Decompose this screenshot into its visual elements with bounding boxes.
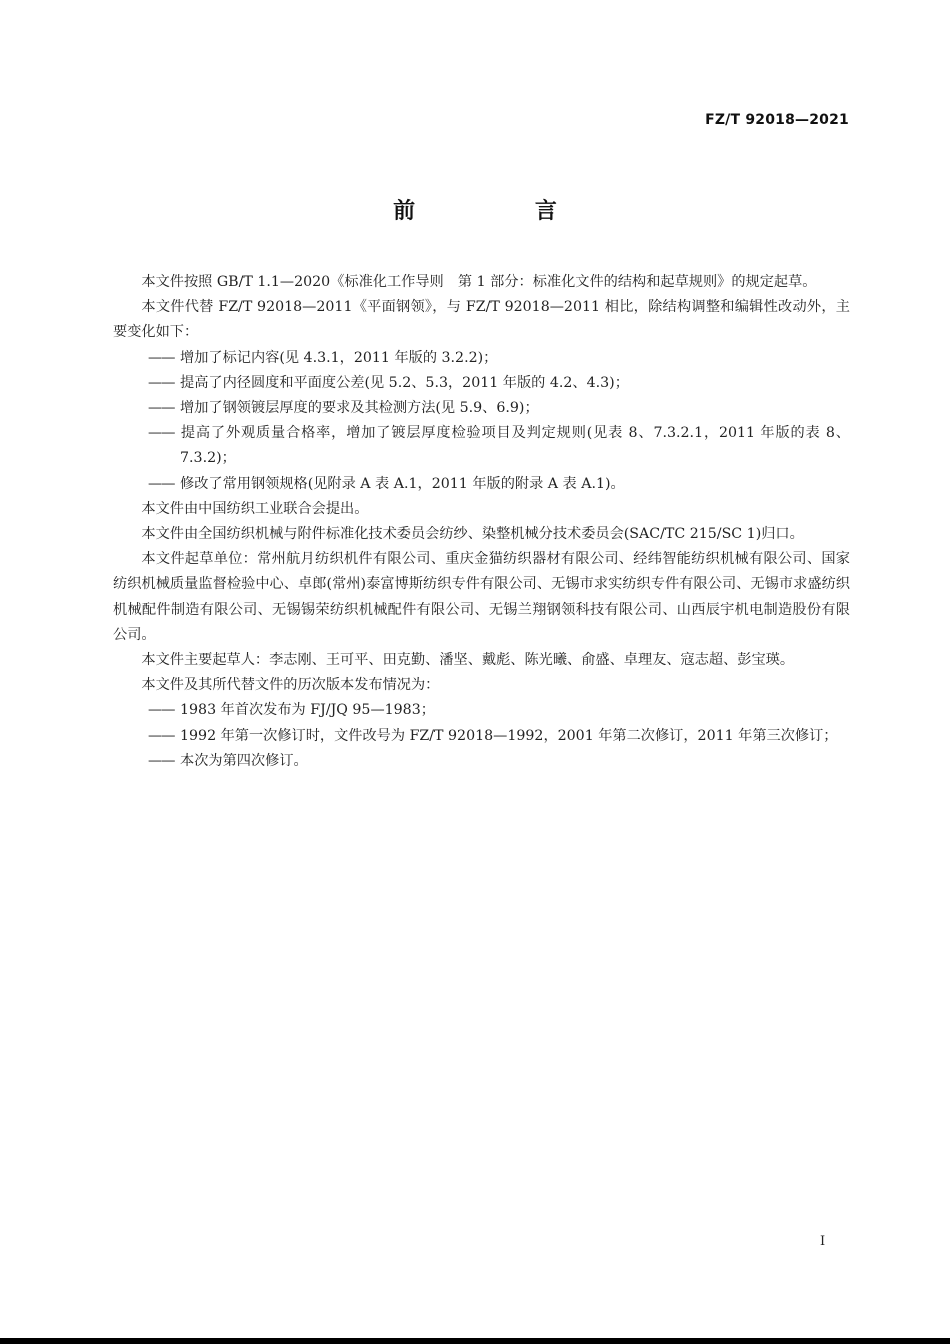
dash-marker: —— xyxy=(148,752,175,769)
change-item xyxy=(113,421,850,471)
paragraph-drafters: 本文件主要起草人：李志刚、王可平、田克勤、潘坚、戴彪、陈光曦、俞盛、卓理友、寇志超、彭宝瑛。 xyxy=(141,652,795,669)
change-item xyxy=(113,396,850,421)
foreword-body xyxy=(113,270,850,774)
change-item-text: 修改了常用钢领规格(见附录 A 表 A.1，2011 年版的附录 A 表 A.1)。 xyxy=(180,475,625,492)
change-item-text: 提高了内径圆度和平面度公差(见 5.2、5.3，2011 年版的 4.2、4.3)； xyxy=(180,374,629,391)
history-item xyxy=(113,698,850,723)
change-item-text: 提高了外观质量合格率，增加了镀层厚度检验项目及判定规则(见表 8、7.3.2.1，2011 年版的表 8、7.3.2)； xyxy=(180,425,850,467)
change-item xyxy=(113,371,850,396)
history-item xyxy=(113,749,850,774)
paragraph-drafting-units: 本文件起草单位：常州航月纺织机件有限公司、重庆金猫纺织器材有限公司、经纬智能纺织机械有限公司、国家纺织机械质量监督检验中心、卓郎(常州)泰富博斯纺织专件有限公司、无锡市求实纺织专件有限公司、无锡市求盛纺织机械配件制造有限公司、无锡锡荣纺织机械配件有限公司、无锡兰翔钢领科技有限公司、山西辰宇机电制造股份有限公司。 xyxy=(113,551,850,643)
dash-marker: —— xyxy=(148,425,175,442)
change-item xyxy=(113,472,850,497)
paragraph-drafting-rules: 本文件按照 GB/T 1.1—2020《标准化工作导则 第 1 部分：标准化文件的结构和起草规则》的规定起草。 xyxy=(141,274,817,290)
dash-marker: —— xyxy=(148,702,175,719)
paragraph-history-intro: 本文件及其所代替文件的历次版本发布情况为： xyxy=(141,677,440,694)
change-item xyxy=(113,346,850,371)
dash-marker: —— xyxy=(148,349,175,366)
paragraph-replacement: 本文件代替 FZ/T 92018—2011《平面钢领》，与 FZ/T 92018—2011 相比，除结构调整和编辑性改动外，主要变化如下： xyxy=(113,299,850,341)
history-item-text: 1992 年第一次修订时，文件改号为 FZ/T 92018—1992，2001 年第二次修订，2011 年第三次修订； xyxy=(180,727,838,744)
history-item-text: 本次为第四次修订。 xyxy=(180,752,308,769)
standard-code: FZ/T 92018—2021 xyxy=(705,112,849,128)
page-number: I xyxy=(820,1234,826,1249)
change-item-text: 增加了钢领镀层厚度的要求及其检测方法(见 5.9、6.9)； xyxy=(180,400,539,417)
dash-marker: —— xyxy=(148,475,175,492)
change-item-text: 增加了标记内容(见 4.3.1，2011 年版的 3.2.2)； xyxy=(180,349,498,366)
dash-marker: —— xyxy=(148,400,175,417)
dash-marker: —— xyxy=(148,374,175,391)
history-item-text: 1983 年首次发布为 FJ/JQ 95—1983； xyxy=(180,702,435,719)
paragraph-proposer: 本文件由中国纺织工业联合会提出。 xyxy=(141,500,369,517)
dash-marker: —— xyxy=(148,727,175,744)
bottom-border xyxy=(0,1338,950,1344)
page-title: 前 言 xyxy=(393,199,613,224)
history-item xyxy=(113,724,850,749)
paragraph-committee: 本文件由全国纺织机械与附件标准化技术委员会纺纱、染整机械分技术委员会(SAC/TC 215/SC 1)归口。 xyxy=(141,526,804,543)
